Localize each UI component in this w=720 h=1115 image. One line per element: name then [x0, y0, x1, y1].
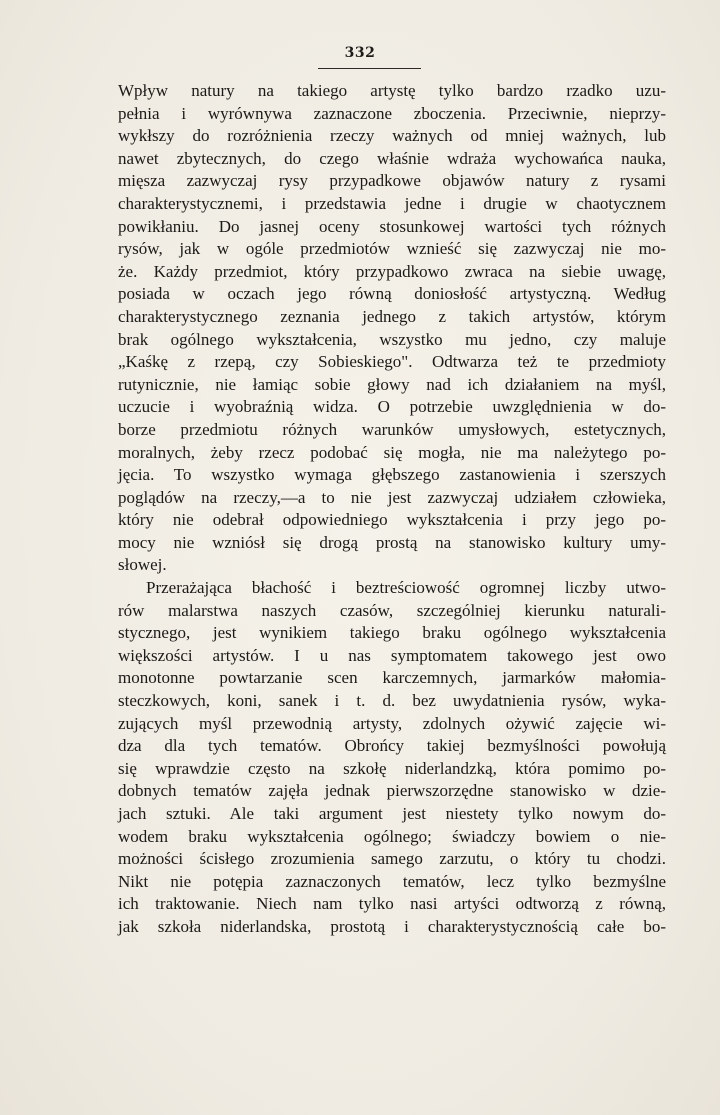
text-line: zujących myśl przewodnią artysty, zdolnych ożywić zajęcie wi- — [118, 713, 666, 733]
text-line: steczkowych, koni, sanek i t. d. bez uwydatnienia rysów, wyka- — [118, 691, 666, 711]
text-line: mocy nie wzniósł się drogą prostą na stanowisko kultury umy- — [118, 532, 666, 552]
body-text — [118, 80, 666, 939]
paragraph-1 — [118, 80, 666, 577]
text-line: poglądów na rzeczy,—a to nie jest zazwyczaj udziałem człowieka, — [118, 487, 666, 507]
text-line: monotonne powtarzanie scen karczemnych, jarmarków małomia- — [118, 668, 666, 688]
text-line: rutynicznie, nie łamiąc sobie głowy nad ich działaniem na myśl, — [118, 374, 666, 394]
text-line: pełnia i wyrównywa zaznaczone zboczenia. Przeciwnie, nieprzy- — [118, 103, 666, 123]
text-line: posiada w oczach jego równą doniosłość artystyczną. Według — [118, 284, 666, 304]
text-line: rysów, jak w ogóle przedmiotów wznieść się zazwyczaj nie mo- — [118, 239, 666, 259]
text-line: jak szkoła niderlandska, prostotą i charakterystycznością całe bo- — [118, 916, 666, 936]
text-line: że. Każdy przedmiot, który przypadkowo zwraca na siebie uwagę, — [118, 261, 666, 281]
header-rule — [318, 68, 421, 69]
text-line: jęcia. To wszystko wymaga głębszego zastanowienia i szerszych — [118, 465, 666, 485]
text-line: Nikt nie potępia zaznaczonych tematów, lecz tylko bezmyślne — [118, 871, 666, 891]
text-line: jach sztuki. Ale taki argument jest niestety tylko nowym do- — [118, 804, 666, 823]
text-line: borze przedmiotu różnych warunków umysłowych, estetycznych, — [118, 419, 666, 439]
text-line: który nie odebrał odpowiedniego wykształcenia i przy jego po- — [118, 510, 666, 530]
text-line: się wprawdzie często na szkołę niderlandzką, która pomimo po- — [118, 758, 666, 778]
text-line: mięsza zazwyczaj rysy przypadkowe objawów natury z rysami — [118, 171, 666, 191]
text-line: uczucie i wyobraźnią widza. O potrzebie uwzględnienia w do- — [118, 397, 666, 417]
text-line: charakterystycznemi, i przedstawia jedne i drugie w chaotycznem — [118, 193, 666, 213]
text-line: „Kaśkę z rzepą, czy Sobieskiego". Odtwarza też te przedmioty — [118, 352, 666, 372]
page-number: 332 — [344, 45, 376, 61]
text-line: ich traktowanie. Niech nam tylko nasi artyści odtworzą z równą, — [118, 894, 666, 914]
text-line: brak ogólnego wykształcenia, wszystko mu jedno, czy maluje — [118, 329, 666, 349]
text-line: możności ścisłego zrozumienia samego zarzutu, o który tu chodzi. — [118, 849, 666, 869]
text-line: dobnych tematów zajęła jednak pierwszorzędne stanowisko w dzie- — [118, 781, 666, 801]
text-line: wykłszy do rozróżnienia rzeczy ważnych od mniej ważnych, lub — [118, 126, 666, 146]
text-line: Przerażająca błachość i beztreściowość ogromnej liczby utwo- — [146, 578, 666, 598]
text-line: moralnych, żeby rzecz podobać się mogła, nie ma należytego po- — [118, 442, 666, 462]
text-line: powikłaniu. Do jasnej oceny stosunkowej wartości tych różnych — [118, 216, 666, 236]
text-line: rów malarstwa naszych czasów, szczególniej kierunku naturali- — [118, 600, 666, 620]
text-line: większości artystów. I u nas symptomatem takowego jest owo — [118, 645, 666, 665]
text-line: słowej. — [118, 555, 167, 575]
text-line: wodem braku wykształcenia ogólnego; świadczy bowiem o nie- — [118, 826, 666, 846]
paragraph-2 — [118, 577, 666, 939]
text-line: Wpływ natury na takiego artystę tylko bardzo rzadko uzu- — [118, 81, 666, 100]
text-line: nawet zbytecznych, do czego właśnie wdraża wychowańca nauka, — [118, 148, 666, 168]
text-line: stycznego, jest wynikiem takiego braku ogólnego wykształcenia — [118, 623, 666, 643]
text-line: charakterystycznego zeznania jednego z takich artystów, którym — [118, 306, 666, 326]
text-line: dza dla tych tematów. Obrońcy takiej bezmyślności powołują — [118, 736, 666, 756]
